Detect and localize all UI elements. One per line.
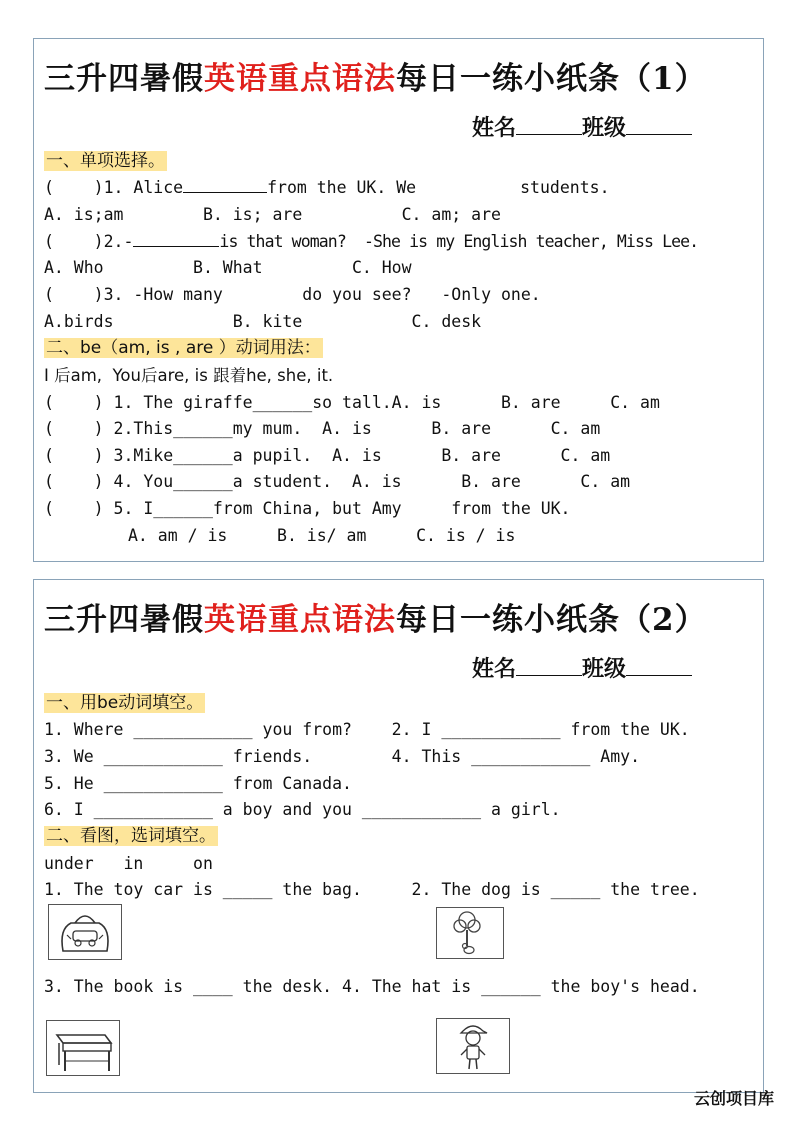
card2-name-class: 姓名 班级 [472,652,692,683]
be-question-4: ( ) 4. You______a student. A. is B. are C. am [44,472,631,491]
word-bank: under in on [44,854,213,873]
question-3-options: A.birds B. kite C. desk [44,312,482,331]
section2-heading: 二、be（am, is , are ）动词用法： [46,338,321,358]
book-desk-picture [46,1020,120,1076]
card2-title: 三升四暑假英语重点语法每日一练小纸条（2） [44,602,707,638]
question-3: ( )3. -How many do you see? -Only one. [44,285,541,304]
picture-section-heading: 二、看图，选词填空。 [46,826,216,846]
question-1-options: A. is;am B. is; are C. am; are [44,205,501,224]
be-question-5-options: A. am / is B. is/ am C. is / is [128,526,516,545]
be-question-1: ( ) 1. The giraffe______so tall.A. is B. are C. am [44,393,660,412]
boy-with-hat-picture [436,1018,510,1074]
card1-title: 三升四暑假英语重点语法每日一练小纸条（1） [44,61,707,97]
be-question-2: ( ) 2.This______my mum. A. is B. are C. am [44,419,601,438]
be-rule: I 后am, You后are, is 跟着he, she, it. [44,366,334,385]
be-question-5: ( ) 5. I______from China, but Amy from the UK. [44,499,571,518]
footer-watermark: 云创项目库 [694,1089,775,1108]
question-2: ( )2.- is that woman? -She is my English teacher, Miss Lee. [44,232,699,251]
be-question-3: ( ) 3.Mike______a pupil. A. is B. are C. am [44,446,611,465]
toy-car-in-bag-picture [48,904,122,960]
section1-heading: 一、单项选择。 [46,151,165,171]
picture-line-2: 3. The book is ____ the desk. 4. The hat is ______ the boy's head. [44,977,700,996]
picture-line-1: 1. The toy car is _____ the bag. 2. The dog is _____ the tree. [44,880,700,899]
fill-line-3: 5. He ____________ from Canada. [44,774,352,793]
fill-section-heading: 一、用be动词填空。 [46,693,204,713]
fill-line-4: 6. I ____________ a boy and you ____________ a girl. [44,800,561,819]
question-1: ( )1. Alice from the UK. We students. [44,178,610,197]
question-2-options: A. Who B. What C. How [44,258,412,277]
fill-line-1: 1. Where ____________ you from? 2. I ____________ from the UK. [44,720,690,739]
dog-under-tree-picture [436,907,504,959]
card1-name-class: 姓名 班级 [472,111,692,142]
worksheet-card-1 [33,38,764,562]
worksheet-card-2 [33,579,764,1093]
fill-line-2: 3. We ____________ friends. 4. This ____________ Amy. [44,747,641,766]
